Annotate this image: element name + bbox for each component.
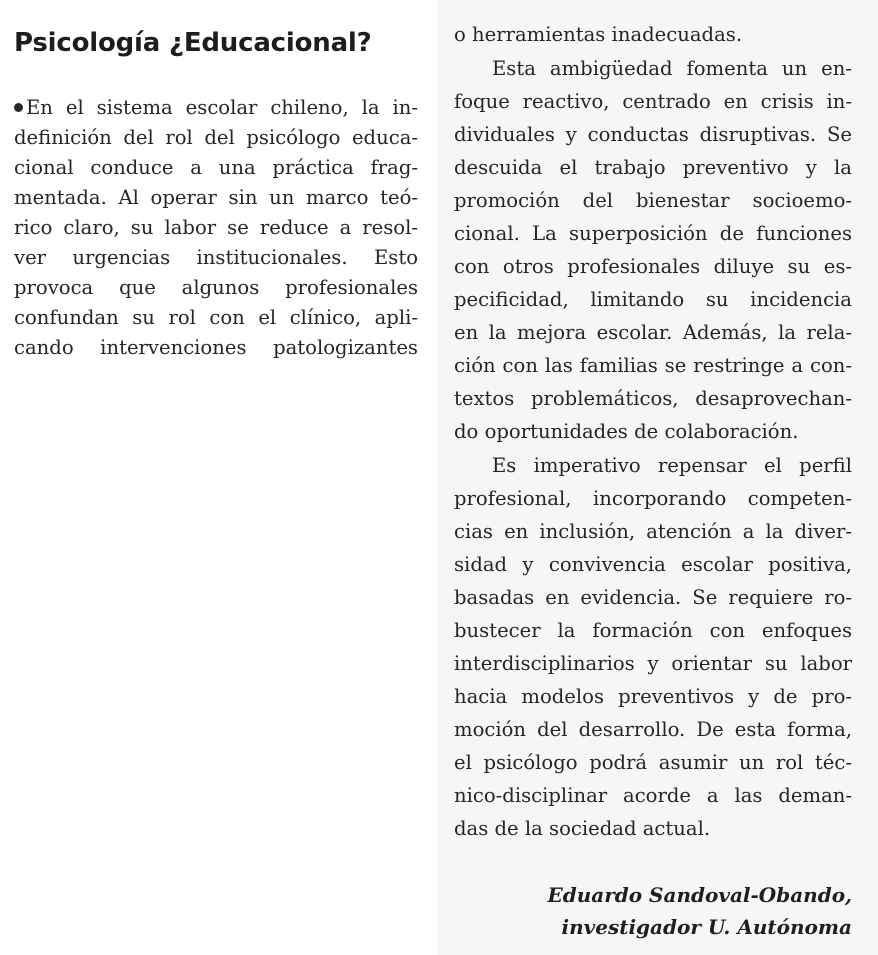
article-line: hacia modelos preventivos y de pro- (454, 685, 852, 708)
left-column (0, 0, 426, 955)
article-line: bustecer la formación con enfoques (454, 619, 852, 642)
bullet-icon (14, 103, 23, 112)
article-line: en la mejora escolar. Además, la rela- (454, 321, 852, 344)
article-line: con otros profesionales diluye su es- (454, 255, 852, 278)
article-title: Psicología ¿Educacional? (14, 28, 372, 58)
article-line: profesional, incorporando competen- (454, 487, 852, 510)
article-line: cando intervenciones patologizantes (14, 336, 418, 359)
article-line: foque reactivo, centrado en crisis in- (454, 90, 852, 113)
article-line: o herramientas inadecuadas. (454, 23, 743, 46)
article-line: cias en inclusión, atención a la diver- (454, 520, 852, 543)
article-line: el psicólogo podrá asumir un rol téc- (454, 751, 852, 774)
article-line: ción con las familias se restringe a con- (454, 354, 852, 377)
article-line: mentada. Al operar sin un marco teó- (14, 186, 418, 209)
paragraph-start-line: Es imperativo repensar el perfil (492, 454, 852, 477)
article-line: cional. La superposición de funciones (454, 222, 852, 245)
article-line: interdisciplinarios y orientar su labor (454, 652, 852, 675)
line-text: En el sistema escolar chileno, la in- (26, 96, 418, 119)
article-line: dividuales y conductas disruptivas. Se (454, 123, 852, 146)
article-line: pecificidad, limitando su incidencia (454, 288, 852, 311)
article-line: basadas en evidencia. Se requiere ro- (454, 586, 852, 609)
article-line: ver urgencias institucionales. Esto (14, 246, 418, 269)
article-line: sidad y convivencia escolar positiva, (454, 553, 852, 576)
article-line: provoca que algunos profesionales (14, 276, 418, 299)
author-name: Eduardo Sandoval-Obando, (547, 883, 852, 907)
article-line: confundan su rol con el clínico, apli- (14, 306, 418, 329)
author-affiliation: investigador U. Autónoma (561, 915, 852, 939)
article-line: descuida el trabajo preventivo y la (454, 156, 852, 179)
article-line: do oportunidades de colaboración. (454, 420, 799, 443)
article-line: nico-disciplinar acorde a las deman- (454, 784, 852, 807)
article-line (14, 93, 418, 123)
article-line: moción del desarrollo. De esta forma, (454, 718, 852, 741)
article-line: promoción del bienestar socioemo- (454, 189, 852, 212)
article-line: cional conduce a una práctica frag- (14, 156, 418, 179)
article-line: textos problemáticos, desaprovechan- (454, 387, 852, 410)
article-line: rico claro, su labor se reduce a resol- (14, 216, 418, 239)
article-line: definición del rol del psicólogo educa- (14, 126, 418, 149)
paragraph-start-line: Esta ambigüedad fomenta un en- (492, 57, 852, 80)
article-line: das de la sociedad actual. (454, 817, 711, 840)
